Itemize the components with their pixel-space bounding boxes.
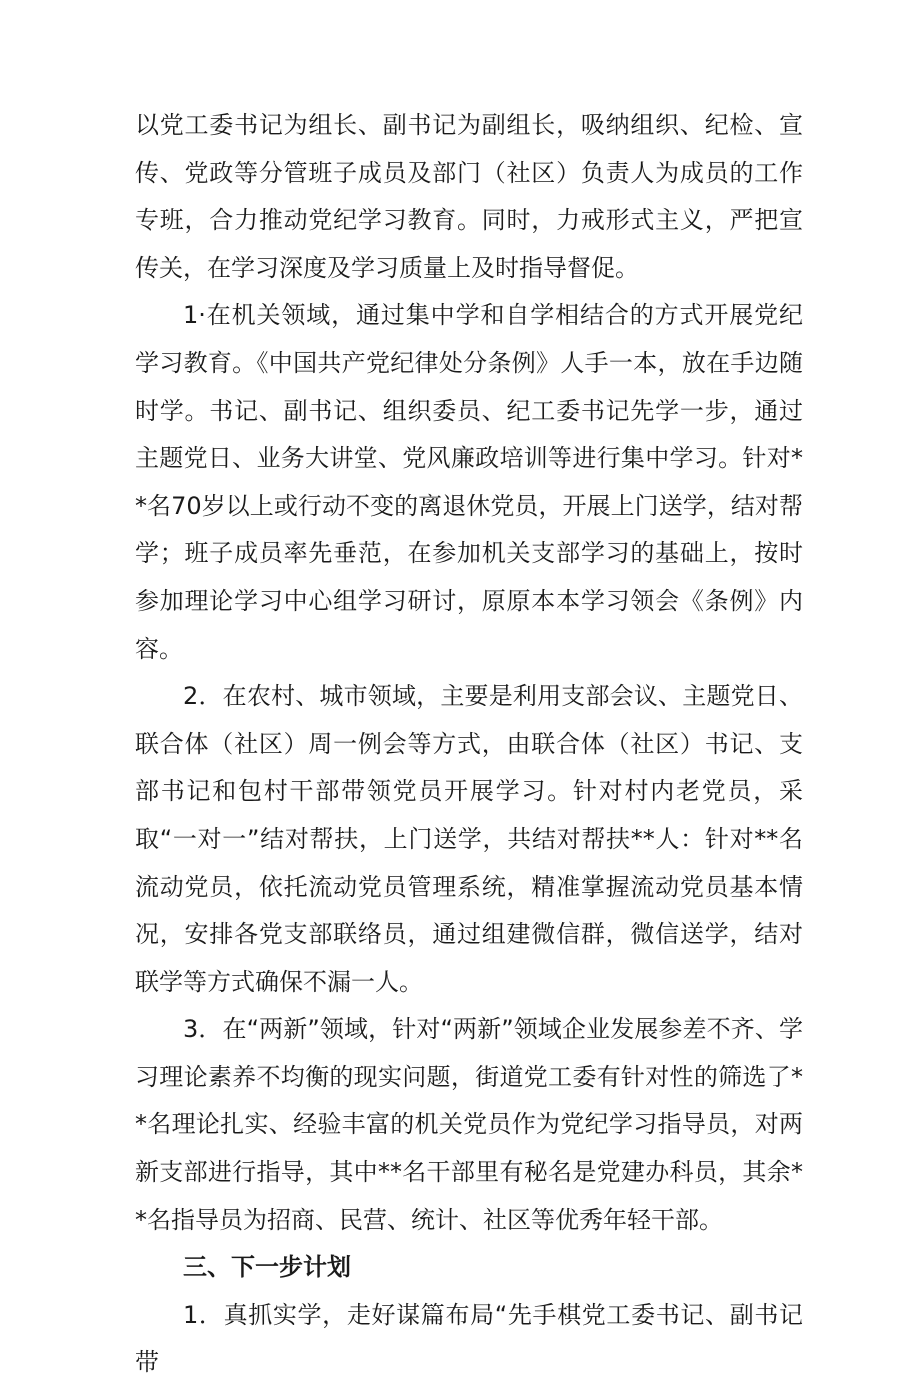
paragraph-next-step-1: 1．真抓实学，走好谋篇布局“先手棋党工委书记、副书记带 [135, 1300, 803, 1377]
paragraph-item-1-agencies: 1·在机关领域，通过集中学和自学相结合的方式开展党纪学习教育。《中国共产党纪律处分条例》人手一本，放在手边随时学。书记、副书记、组织委员、纪工委书记先学一步，通过主题党日、业务大讲堂、党风廉政培训等进行集中学习。针对**名70岁以上或行动不变的离退休党员，开展上门送学，结对帮学；班子成员率先垂范，在参加机关支部学习的基础上，按时参加理论学习中心组学习研讨，原原本本学习领会《条例》内容。 [135, 301, 803, 663]
paragraph-intro: 以党工委书记为组长、副书记为副组长，吸纳组织、纪检、宣传、党政等分管班子成员及部门（社区）负责人为成员的工作专班，合力推动党纪学习教育。同时，力戒形式主义，严把宣传关，在学习深度及学习质量上及时指导督促。 [135, 111, 803, 282]
paragraph-item-2-rural-urban: 2．在农村、城市领域，主要是利用支部会议、主题党日、联合体（社区）周一例会等方式，由联合体（社区）书记、支部书记和包村干部带领党员开展学习。针对村内老党员，采取“一对一”结对帮扶，上门送学，共结对帮扶**人：针对**名流动党员，依托流动党员管理系统，精准掌握流动党员基本情况，安排各党支部联络员，通过组建微信群，微信送学，结对联学等方式确保不漏一人。 [135, 682, 803, 996]
document-body [135, 102, 803, 1387]
section-heading-next-steps: 三、下一步计划 [183, 1253, 351, 1282]
paragraph-item-3-two-new: 3．在“两新”领域，针对“两新”领域企业发展参差不齐、学习理论素养不均衡的现实问题，街道党工委有针对性的筛选了**名理论扎实、经验丰富的机关党员作为党纪学习指导员，对两新支部进行指导，其中**名干部里有秘名是党建办科员，其余**名指导员为招商、民营、统计、社区等优秀年轻干部。 [135, 1015, 803, 1234]
